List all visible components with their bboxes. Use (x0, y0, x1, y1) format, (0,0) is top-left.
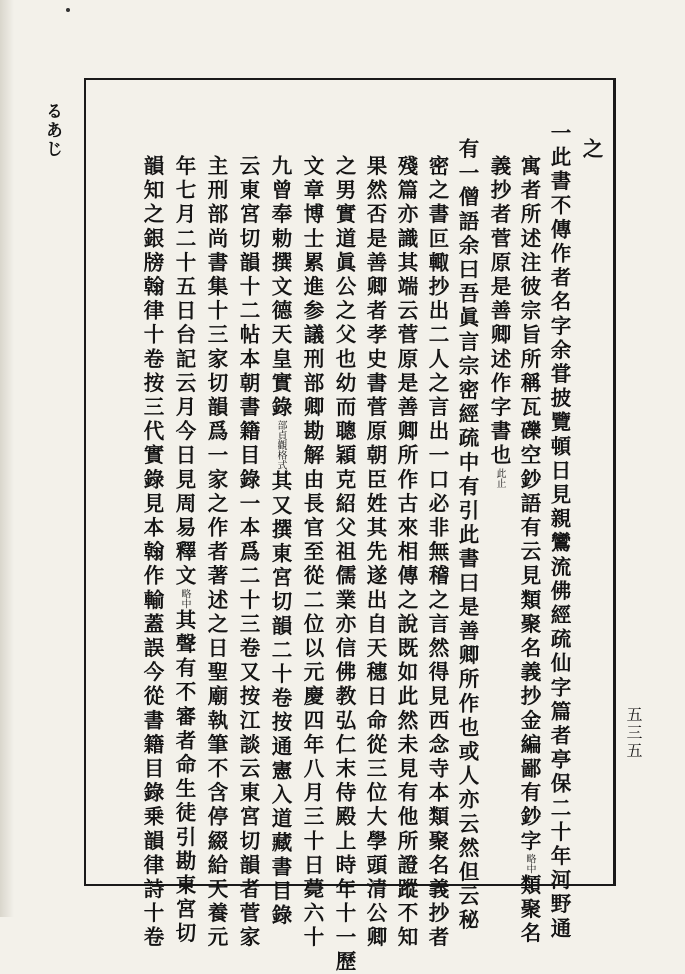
column-text: 一此書不傳作者名字余甞披覽頓日見親鸞流佛經疏仙字篇者亭保二十年河野通 (547, 122, 571, 942)
column-text: 文章博士累進参議刑部卿勘解由長官至從二位以元慶四年八月三十日薨六十 (300, 155, 324, 951)
column-text: 之 (579, 138, 603, 163)
running-title: るあじ (42, 102, 62, 159)
inline-note: 略中 (179, 588, 190, 609)
column-text: 年七月二十五日台記云月今日見周易釋文 (172, 155, 196, 589)
column-text: 有一僧語余曰吾眞言宗密經疏中有引此書曰是善卿所作也或人亦云然但云秘 (455, 138, 479, 934)
text-column-8 (331, 155, 357, 974)
inline-note: 此止 (494, 468, 505, 489)
column-text-2: 又撰東宮切韻二十卷按通憲入道藏書目錄 (268, 494, 292, 929)
text-column-1 (546, 122, 572, 941)
inline-note: 部貞觀格式 (275, 420, 286, 471)
text-column-3 (486, 155, 512, 488)
text-column-0 (578, 138, 604, 162)
text-column-7 (362, 155, 388, 950)
column-text-tail: 其聲有不審者命生徒引勘東宮切 (172, 608, 196, 947)
text-column-4 (454, 138, 480, 933)
text-column-11 (235, 155, 261, 950)
page-edge (0, 0, 14, 917)
text-column-2 (516, 155, 542, 946)
ink-spot (66, 8, 70, 12)
text-column-14 (139, 155, 165, 950)
text-column-13 (171, 155, 197, 946)
text-column-6 (393, 155, 419, 950)
column-text: 主刑部尚書集十三家切韻爲一家之作者著述之日聖廟執筆不含停綴給天養元 (204, 155, 228, 951)
column-text-tail: 類聚名 (517, 873, 541, 947)
column-text: 之男實道眞公之父也幼而聰穎克紹父祖儒業亦信佛教弘仁末侍殿上時年十一歷 (332, 155, 356, 974)
column-text: 密之書叵輙抄出二人之言出一口必非無稽之言然得見西念寺本類聚名義抄者 (425, 155, 449, 951)
text-column-12 (203, 155, 229, 950)
text-column-5 (424, 155, 450, 950)
column-text: 義抄者菅原是善卿述作字書也 (487, 155, 511, 469)
text-column-9 (299, 155, 325, 950)
column-text: 寓者所述注彼宗旨所稱瓦礫空鈔語有云見類聚名義抄金編鄙有鈔字 (517, 155, 541, 854)
column-text: 殘篇亦識其端云菅原是善卿所作古來相傳之說既如此然未見有他所證蹤不知 (394, 155, 418, 951)
inline-note: 略中 (524, 853, 535, 874)
column-text: 果然否是善卿者孝史書菅原朝臣姓其先遂出自天穗日命從三位大學頭清公卿 (363, 155, 387, 951)
column-text: 云東宮切韻十二帖本朝書籍目錄一本爲二十三卷又按江談云東宮切韻者菅家 (236, 155, 260, 951)
column-text-mid: 其 (268, 470, 292, 495)
column-text: 九曾奉勅撰文德天皇實錄 (268, 155, 292, 421)
column-text: 韻知之銀牓翰律十卷按三代實錄見本翰作輸蓋誤今從書籍目錄乗韻律詩十卷 (140, 155, 164, 951)
page-number: 五三五 (624, 706, 643, 760)
text-column-10 (267, 155, 293, 928)
